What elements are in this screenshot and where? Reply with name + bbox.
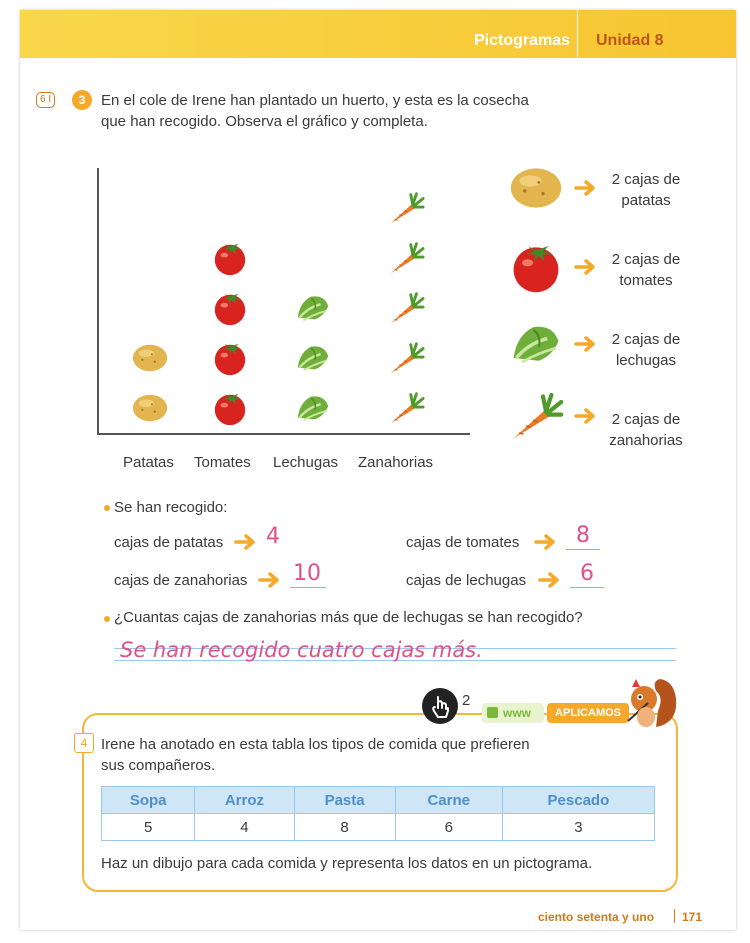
harvest-prompt: Se han recogido:	[114, 499, 228, 516]
legend-text-lechugas	[604, 329, 688, 371]
unit-title: Unidad 8	[596, 32, 664, 49]
question-text: ¿Cuantas cajas de zanahorias más que de lechugas se han recogido?	[114, 609, 583, 626]
exercise-number-4: 4	[74, 733, 94, 753]
carrot-icon	[387, 189, 425, 232]
answer-line	[570, 587, 604, 588]
bullet-icon	[104, 505, 110, 511]
arrow-right-icon	[574, 334, 600, 359]
x-tick-label-lechugas: Lechugas	[273, 454, 339, 471]
exercise-3-line-1: En el cole de Irene han plantado un huerto, y esta es la cosecha	[101, 92, 529, 109]
tomato-icon	[211, 239, 249, 282]
www-square-icon	[487, 707, 498, 718]
exercise-4-line-1: Irene ha anotado en esta tabla los tipos de comida que prefieren	[101, 736, 530, 753]
legend-line: zanahorias	[609, 432, 683, 449]
bullet-icon	[104, 616, 110, 622]
arrow-right-icon	[574, 178, 600, 203]
footer-divider	[674, 909, 675, 923]
legend-potato-icon	[508, 160, 564, 221]
legend-line: patatas	[621, 192, 671, 209]
table-header-cell: Pescado	[502, 787, 654, 814]
tomato-icon	[211, 339, 249, 382]
x-tick-label-patatas: Patatas	[123, 454, 174, 471]
potato-icon	[131, 389, 169, 432]
www-label: www	[503, 706, 532, 720]
competency-tag: 6 I	[36, 92, 55, 108]
food-preference-table	[101, 786, 655, 841]
section-title: Pictogramas	[473, 32, 570, 49]
carrot-icon	[387, 339, 425, 382]
legend-lettuce-icon	[508, 316, 564, 377]
legend-line: 2 cajas de	[611, 171, 681, 188]
patatas-label: cajas de patatas	[114, 534, 224, 551]
table-header-cell: Pasta	[294, 787, 395, 814]
legend-line: 2 cajas de	[611, 411, 681, 428]
squirrel-mascot-icon	[622, 673, 680, 731]
carrot-icon	[387, 289, 425, 332]
hand-pointer-icon	[422, 688, 458, 724]
lettuce-icon	[294, 289, 332, 332]
page-number: 171	[682, 910, 703, 924]
legend-tomato-icon	[508, 239, 564, 300]
table-header-cell: Carne	[395, 787, 502, 814]
patatas-answer[interactable]: 4	[266, 524, 280, 549]
aplicamos-badge: APLICAMOS	[547, 703, 629, 723]
legend-carrot-icon	[508, 388, 564, 449]
lechugas-answer[interactable]: 6	[580, 561, 594, 586]
legend-line: tomates	[619, 272, 673, 289]
legend-text-tomates	[604, 249, 688, 291]
table-cell: 3	[502, 814, 654, 841]
legend-line: lechugas	[615, 352, 677, 369]
arrow-right-icon	[538, 570, 564, 590]
zanahorias-label: cajas de zanahorias	[114, 572, 248, 589]
tomato-icon	[211, 389, 249, 432]
table-cell: 4	[195, 814, 294, 841]
touch-hand-icon[interactable]	[422, 688, 458, 724]
question-answer[interactable]: Se han recogido cuatro cajas más.	[120, 638, 483, 662]
arrow-right-icon	[258, 570, 284, 590]
answer-line	[566, 549, 600, 550]
resource-count: 2	[462, 692, 471, 709]
x-axis	[97, 433, 470, 435]
legend-line: 2 cajas de	[611, 251, 681, 268]
legend-line: 2 cajas de	[611, 331, 681, 348]
exercise-number-3: 3	[72, 90, 92, 110]
table-row	[102, 814, 655, 841]
lechugas-label: cajas de lechugas	[406, 572, 527, 589]
tomates-label: cajas de tomates	[406, 534, 520, 551]
header-divider	[577, 10, 578, 58]
exercise-4-instruction: Haz un dibujo para cada comida y representa los datos en un pictograma.	[101, 855, 593, 872]
tomates-answer[interactable]: 8	[576, 523, 590, 548]
legend-text-zanahorias	[604, 409, 688, 451]
legend-text-patatas	[604, 169, 688, 211]
potato-icon	[131, 339, 169, 382]
exercise-4-line-2: sus compañeros.	[101, 757, 216, 774]
table-header-row	[102, 787, 655, 814]
zanahorias-answer[interactable]: 10	[293, 561, 321, 586]
arrow-right-icon	[534, 532, 560, 552]
carrot-icon	[387, 239, 425, 282]
arrow-right-icon	[574, 257, 600, 282]
exercise-3-line-2: que han recogido. Observa el gráfico y completa.	[101, 113, 428, 130]
tomato-icon	[211, 289, 249, 332]
www-badge[interactable]	[482, 703, 544, 723]
x-tick-label-tomates: Tomates	[194, 454, 251, 471]
x-tick-label-zanahorias: Zanahorias	[358, 454, 434, 471]
answer-line	[290, 587, 326, 588]
table-cell: 8	[294, 814, 395, 841]
lettuce-icon	[294, 389, 332, 432]
lettuce-icon	[294, 339, 332, 382]
page-number-words: ciento setenta y uno	[538, 910, 655, 924]
table-cell: 6	[395, 814, 502, 841]
table-header-cell: Sopa	[102, 787, 195, 814]
y-axis	[97, 168, 99, 434]
arrow-right-icon	[234, 532, 260, 552]
arrow-right-icon	[574, 406, 600, 431]
carrot-icon	[387, 389, 425, 432]
table-cell: 5	[102, 814, 195, 841]
table-header-cell: Arroz	[195, 787, 294, 814]
